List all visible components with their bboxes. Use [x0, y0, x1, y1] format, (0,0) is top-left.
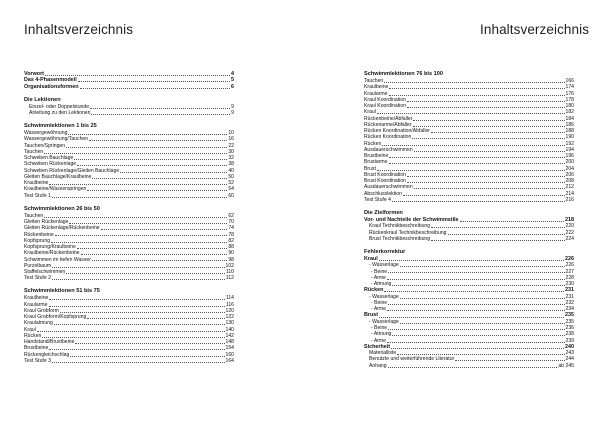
section-heading: Die Zielformen [364, 209, 403, 216]
entry-page-number: 32 [228, 155, 234, 162]
entry-page-number: 182 [565, 109, 574, 116]
dot-leader [55, 235, 228, 236]
entry-title: Gleiten Rückenlage [24, 219, 69, 226]
entry-page-number: 116 [225, 301, 234, 308]
dot-leader [42, 337, 224, 338]
entry-title: Brust Koordination [364, 171, 406, 178]
entry-page-number: 82 [228, 237, 234, 244]
entry-title: - Atmung [371, 281, 392, 288]
toc-section [24, 288, 234, 364]
toc-left-column [24, 71, 234, 371]
entry-page-number: 204 [565, 165, 574, 172]
dot-leader [392, 335, 564, 336]
dot-leader [387, 342, 565, 343]
entry-title: Benutzte und weiterführende Literatur [369, 356, 455, 363]
dot-leader [74, 159, 227, 160]
entry-title: Staffelschwimmen [24, 269, 66, 276]
entry-title: Materialliste [369, 350, 397, 357]
entry-title: Kraul [364, 109, 376, 116]
dot-leader [392, 201, 565, 202]
entry-title: Sicherheit [364, 343, 391, 350]
entry-title: Handstand/Brustbeine [24, 339, 75, 346]
entry-title: Test Stufe 2 [24, 275, 51, 282]
entry-title: Schweben Rückenlage/Gleiten Bauchlage [24, 167, 120, 174]
entry-page-number: 218 [565, 216, 574, 223]
dot-leader [49, 306, 225, 307]
entry-page-number: 110 [225, 269, 234, 276]
entry-title: - Wasserlage [369, 318, 399, 325]
entry-page-number: 243 [565, 350, 574, 357]
entry-title: Brust Koordination [364, 178, 406, 185]
dot-leader [92, 178, 227, 179]
dot-leader [389, 163, 565, 164]
dot-leader [387, 279, 565, 280]
toc-entry[interactable] [364, 236, 574, 242]
entry-page-number: ab 245 [558, 362, 574, 369]
entry-page-number: 208 [565, 178, 574, 185]
entry-title: Tauchen [24, 148, 44, 155]
toc-section [364, 71, 574, 203]
entry-page-number: 226 [565, 255, 574, 262]
entry-title: Kraulatmung [24, 320, 53, 327]
entry-title: Kraul [24, 326, 36, 333]
dot-leader [92, 260, 227, 261]
entry-title: Kopfsprung/Kraulbeine [24, 244, 76, 251]
entry-title: - Beine [371, 268, 388, 275]
entry-page-number: 206 [565, 171, 574, 178]
dot-leader [80, 88, 230, 89]
dot-leader [37, 331, 225, 332]
entry-title: - Arme [371, 274, 386, 281]
section-heading: Schwimmlektionen 1 bis 25 [24, 123, 97, 130]
entry-title: Ausdauerschwimmen [364, 146, 413, 153]
dot-leader [388, 272, 564, 273]
entry-title: Kraulbeine/Rückenbeine [24, 250, 80, 257]
toc-section [24, 71, 234, 90]
entry-title: Schweben Bauchlage [24, 155, 74, 162]
entry-title: Rückengleichschlag [24, 351, 70, 358]
entry-page-number: 22 [228, 142, 234, 149]
dot-leader [389, 95, 565, 96]
toc-entry[interactable] [24, 110, 234, 116]
dot-leader [400, 298, 565, 299]
entry-title: Rücken [24, 332, 42, 339]
entry-title: Ausdauerschwimmen [364, 184, 413, 191]
entry-page-number: 40 [228, 167, 234, 174]
entry-page-number: 52 [228, 180, 234, 187]
entry-title: Kraul Technikbeschreibung [369, 223, 431, 230]
entry-page-number: 54 [228, 186, 234, 193]
entry-page-number: 154 [225, 345, 234, 352]
entry-page-number: 9 [231, 103, 234, 110]
dot-leader [388, 367, 558, 368]
dot-leader [389, 157, 564, 158]
entry-page-number: 38 [228, 161, 234, 168]
section-heading: Schwimmlektionen 51 bis 75 [24, 288, 100, 295]
entry-page-number: 176 [565, 90, 574, 97]
entry-title: Gleiten Bauchlage/Kraulbeine [24, 173, 92, 180]
entry-page-number: 78 [228, 231, 234, 238]
dot-leader [66, 273, 225, 274]
entry-title: Kraulbeine [24, 295, 49, 302]
toc-entry[interactable] [364, 363, 574, 369]
entry-page-number: 236 [565, 325, 574, 332]
dot-leader [52, 267, 224, 268]
dot-leader [52, 279, 225, 280]
entry-title: Abschlusslektion [364, 190, 402, 197]
entry-page-number: 192 [565, 140, 574, 147]
dot-leader [407, 182, 565, 183]
dot-leader [403, 195, 565, 196]
dot-leader [54, 324, 225, 325]
dot-leader [400, 323, 565, 324]
dot-leader [52, 197, 227, 198]
entry-page-number: 112 [225, 275, 234, 282]
entry-title: Brustbeine [24, 345, 49, 352]
toc-section [24, 123, 234, 199]
toc-right-column [364, 71, 574, 376]
entry-page-number: 74 [228, 225, 234, 232]
entry-page-number: 166 [565, 78, 574, 85]
dot-leader [66, 147, 227, 148]
entry-page-number: 188 [565, 128, 574, 135]
dot-leader [397, 354, 564, 355]
entry-page-number: 212 [565, 184, 574, 191]
dot-leader [77, 248, 228, 249]
toc-entry[interactable] [24, 358, 234, 364]
dot-leader [412, 138, 564, 139]
dot-leader [400, 266, 565, 267]
entry-title: Kraul Koordination [364, 96, 406, 103]
entry-page-number: 226 [565, 262, 574, 269]
dot-leader [120, 172, 227, 173]
entry-title: Brustbeine [364, 153, 389, 160]
dot-leader [392, 285, 564, 286]
entry-title: Brust Technikbeschreibung [369, 235, 431, 242]
entry-title: - Beine [371, 325, 388, 332]
entry-title: Anleitung zu den Lektionen [29, 110, 91, 117]
dot-leader [431, 227, 564, 228]
entry-page-number: 88 [228, 244, 234, 251]
toc-entry[interactable] [24, 275, 234, 281]
entry-title: - Beine [371, 299, 388, 306]
entry-page-number: 70 [228, 219, 234, 226]
entry-page-number: 50 [228, 173, 234, 180]
entry-title: Tauchen/Springen [24, 142, 66, 149]
entry-title: Einzel- oder Doppelstunde [29, 103, 90, 110]
entry-page-number: 9 [231, 110, 234, 117]
entry-page-number: 62 [228, 212, 234, 219]
entry-page-number: 244 [565, 356, 574, 363]
entry-title: Rückenkraul Technikbeschreibung [369, 229, 447, 236]
dot-leader [77, 165, 227, 166]
entry-title: Kopfsprung [24, 237, 51, 244]
section-heading: Schwimmlektionen 76 bis 100 [364, 71, 443, 77]
entry-page-number: 194 [565, 146, 574, 153]
entry-page-number: 214 [565, 190, 574, 197]
entry-title: Rücken [364, 140, 382, 147]
dot-leader [388, 329, 564, 330]
entry-title: - Atmung [371, 331, 392, 338]
dot-leader [388, 304, 564, 305]
entry-page-number: 231 [565, 287, 574, 294]
entry-page-number: 102 [225, 262, 234, 269]
entry-page-number: 160 [225, 351, 234, 358]
entry-page-number: 220 [565, 223, 574, 230]
toc-entry[interactable] [364, 197, 574, 203]
dot-leader [414, 151, 565, 152]
dot-leader [60, 312, 225, 313]
entry-title: Schweben Rückenlage [24, 161, 77, 168]
dot-leader [407, 176, 565, 177]
entry-page-number: 148 [225, 339, 234, 346]
dot-leader [87, 318, 224, 319]
dot-leader [407, 107, 565, 108]
dot-leader [413, 120, 564, 121]
dot-leader [413, 126, 565, 127]
dot-leader [101, 229, 228, 230]
entry-page-number: 238 [565, 331, 574, 338]
dot-leader [391, 348, 564, 349]
entry-title: Tauchen [24, 212, 44, 219]
dot-leader [44, 153, 227, 154]
section-heading: Fehlerkorrektur [364, 248, 406, 255]
entry-page-number: 190 [565, 134, 574, 141]
entry-title: Organisationsformen [24, 83, 79, 90]
dot-leader [379, 260, 564, 261]
dot-leader [377, 113, 565, 114]
entry-title: Kraulbeine [364, 84, 389, 91]
entry-page-number: 140 [225, 326, 234, 333]
dot-leader [384, 291, 564, 292]
dot-leader [49, 184, 227, 185]
entry-page-number: 234 [565, 306, 574, 313]
entry-page-number: 30 [228, 148, 234, 155]
entry-page-number: 174 [565, 84, 574, 91]
entry-title: Kraul [364, 255, 378, 262]
entry-title: Vor- und Nachteile der Schwimmstile [364, 216, 459, 223]
entry-page-number: 232 [565, 299, 574, 306]
dot-leader [407, 101, 565, 102]
entry-page-number: 164 [225, 357, 234, 364]
dot-leader [91, 114, 230, 115]
dot-leader [75, 343, 224, 344]
dot-leader [414, 188, 565, 189]
entry-page-number: 5 [231, 77, 234, 84]
dot-leader [78, 81, 230, 82]
entry-title: - Arme [371, 337, 386, 344]
entry-title: Rückenbeine [24, 231, 54, 238]
entry-page-number: 231 [565, 293, 574, 300]
entry-page-number: 239 [565, 337, 574, 344]
entry-page-number: 184 [565, 115, 574, 122]
entry-page-number: 200 [565, 159, 574, 166]
entry-title: Brustarme [364, 159, 388, 166]
entry-page-number: 228 [565, 274, 574, 281]
entry-title: Wassergewöhnung/Tauchen [24, 136, 89, 143]
toc-entry[interactable] [24, 84, 234, 90]
entry-title: Kraulbeine [24, 180, 49, 187]
entry-title: Anhang [369, 362, 387, 369]
entry-page-number: 180 [565, 103, 574, 110]
entry-title: Test Stufe 4 [364, 196, 391, 203]
entry-page-number: 235 [565, 312, 574, 319]
entry-page-number: 222 [565, 229, 574, 236]
entry-title: Rücken [364, 287, 384, 294]
entry-title: Kraularme [24, 301, 48, 308]
toc-section [364, 210, 574, 242]
entry-title: Tauchen [364, 78, 384, 85]
toc-section [24, 206, 234, 282]
dot-leader [448, 234, 565, 235]
entry-title: Gleiten Rückenlage/Rückenbeine [24, 225, 100, 232]
entry-page-number: 114 [225, 295, 234, 302]
entry-page-number: 227 [565, 268, 574, 275]
page-title-right: Inhaltsverzeichnis [480, 22, 590, 37]
entry-page-number: 130 [225, 320, 234, 327]
entry-title: Kraularme [364, 90, 388, 97]
dot-leader [49, 349, 224, 350]
dot-leader [389, 88, 564, 89]
dot-leader [377, 170, 565, 171]
entry-title: Test Stufe 1 [24, 192, 51, 199]
dot-leader [431, 132, 565, 133]
entry-title: - Wasserlage [369, 293, 399, 300]
dot-leader [460, 221, 564, 222]
dot-leader [384, 82, 564, 83]
dot-leader [52, 362, 225, 363]
entry-title: Schwimmen im tiefen Wasser [24, 256, 91, 263]
dot-leader [87, 190, 227, 191]
entry-title: - Arme [371, 306, 386, 313]
dot-leader [49, 299, 225, 300]
entry-page-number: 120 [225, 307, 234, 314]
entry-title: Brust [364, 312, 379, 319]
dot-leader [68, 134, 227, 135]
entry-page-number: 230 [565, 281, 574, 288]
entry-page-number: 224 [565, 235, 574, 242]
dot-leader [69, 223, 227, 224]
entry-title: Wassergewöhnung [24, 130, 68, 137]
entry-title: Rückenbeine/Abfaller [364, 115, 413, 122]
entry-title: Kraul Koordination [364, 103, 406, 110]
page-title-left: Inhaltsverzeichnis [24, 22, 134, 37]
toc-entry[interactable] [24, 193, 234, 199]
entry-title: Kraul Grobform/Kopfsprung [24, 314, 87, 321]
entry-page-number: 178 [565, 96, 574, 103]
toc-section [364, 249, 574, 369]
dot-leader [81, 254, 228, 255]
dot-leader [379, 317, 564, 318]
entry-page-number: 235 [565, 318, 574, 325]
dot-leader [455, 360, 564, 361]
entry-page-number: 16 [228, 136, 234, 143]
entry-title: Das 4-Phasenmodell [24, 77, 77, 84]
dot-leader [44, 217, 227, 218]
entry-title: Purzelbaum [24, 262, 52, 269]
dot-leader [45, 75, 230, 76]
dot-leader [387, 310, 565, 311]
entry-title: Brust [364, 165, 376, 172]
entry-title: Rückenarme/Abfaller [364, 121, 412, 128]
entry-title: Test Stufe 3 [24, 357, 51, 364]
dot-leader [51, 242, 227, 243]
dot-leader [90, 108, 230, 109]
entry-title: - Wasserlage [369, 262, 399, 269]
entry-page-number: 186 [565, 121, 574, 128]
entry-page-number: 6 [231, 83, 234, 90]
entry-page-number: 240 [565, 343, 574, 350]
dot-leader [89, 140, 227, 141]
entry-page-number: 4 [231, 70, 234, 77]
dot-leader [382, 145, 564, 146]
entry-page-number: 122 [225, 314, 234, 321]
entry-page-number: 216 [565, 196, 574, 203]
entry-title: Vorwort [24, 70, 44, 77]
section-heading: Die Lektionen [24, 96, 61, 103]
entry-page-number: 98 [228, 256, 234, 263]
dot-leader [70, 356, 224, 357]
entry-page-number: 10 [228, 130, 234, 137]
entry-title: Kraulbeine/Wasserspringen [24, 186, 87, 193]
section-heading: Schwimmlektionen 26 bis 50 [24, 205, 100, 212]
entry-title: Rücken Koordination/Abfaller [364, 128, 430, 135]
entry-title: Rücken Koordination [364, 134, 412, 141]
dot-leader [431, 240, 564, 241]
toc-section [24, 97, 234, 117]
entry-page-number: 60 [228, 192, 234, 199]
entry-page-number: 142 [225, 332, 234, 339]
entry-title: Kraul Grobform [24, 307, 59, 314]
entry-page-number: 90 [228, 250, 234, 257]
entry-page-number: 196 [565, 153, 574, 160]
